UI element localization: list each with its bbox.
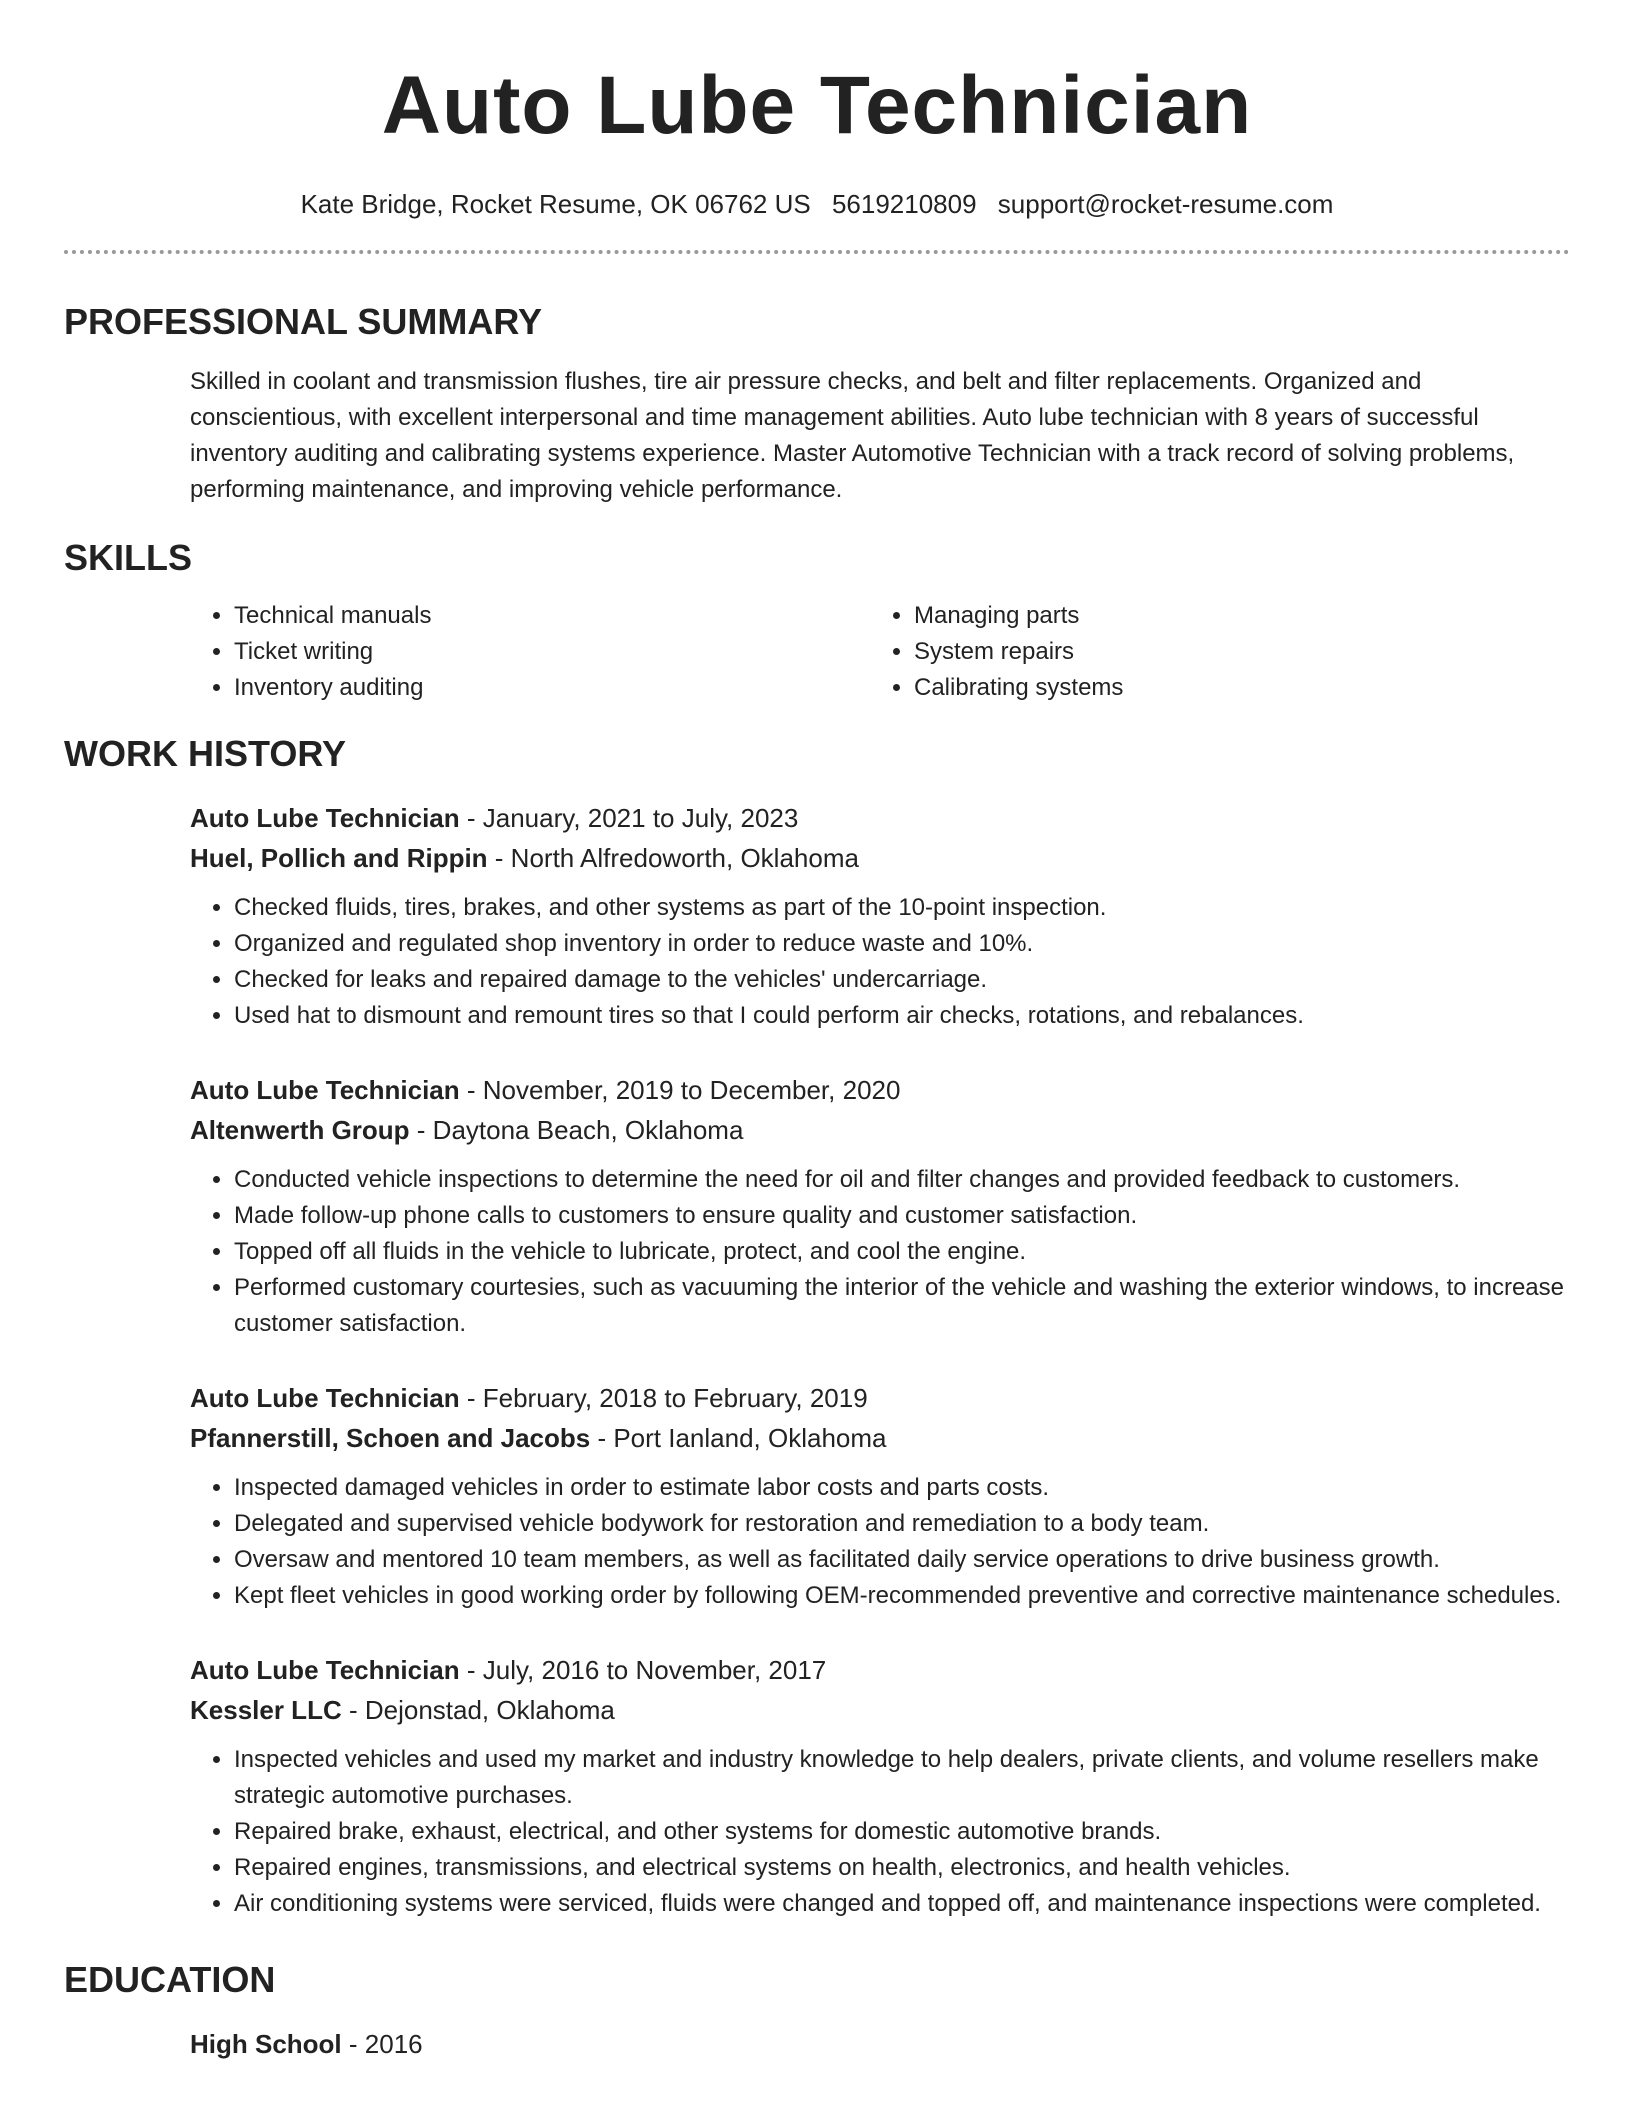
skills-list	[190, 598, 1570, 706]
skill-item: • Calibrating systems	[914, 670, 1550, 706]
contact-line	[64, 188, 1570, 220]
skills-column-right	[870, 598, 1550, 706]
job-title-line	[190, 1650, 1570, 1690]
header-divider	[64, 250, 1570, 254]
job-bullet: • Delegated and supervised vehicle bodywork for restoration and remediation to a body team.	[234, 1506, 1570, 1542]
job-bullet: • Checked fluids, tires, brakes, and other systems as part of the 10-point inspection.	[234, 890, 1570, 926]
job-bullet: • Inspected damaged vehicles in order to estimate labor costs and parts costs.	[234, 1470, 1570, 1506]
job-bullet: • Inspected vehicles and used my market and industry knowledge to help dealers, private clients, and volume resellers make strategic automotive purchases.	[234, 1742, 1570, 1814]
job-bullet: • Made follow-up phone calls to customers to ensure quality and customer satisfaction.	[234, 1198, 1570, 1234]
job-company: Kessler LLC	[190, 1695, 342, 1725]
job-bullet: • Air conditioning systems were serviced, fluids were changed and topped off, and maintenance inspections were completed.	[234, 1886, 1570, 1922]
job-company: Pfannerstill, Schoen and Jacobs	[190, 1423, 591, 1453]
job-title: Auto Lube Technician	[190, 1655, 460, 1685]
job-bullet: • Repaired engines, transmissions, and electrical systems on health, electronics, and health vehicles.	[234, 1850, 1570, 1886]
job-location: - Port Ianland, Oklahoma	[590, 1423, 887, 1453]
job-company-line	[190, 838, 1570, 878]
education-degree: High School	[190, 2029, 342, 2059]
contact-phone: 5619210809	[831, 189, 977, 219]
skills-heading: SKILLS	[64, 537, 193, 578]
job-bullet: • Checked for leaks and repaired damage to the vehicles' undercarriage.	[234, 962, 1570, 998]
summary-heading: PROFESSIONAL SUMMARY	[64, 301, 543, 342]
job-entry	[190, 798, 1570, 1034]
job-company: Altenwerth Group	[190, 1115, 410, 1145]
job-location: - Daytona Beach, Oklahoma	[409, 1115, 744, 1145]
job-entry	[190, 1378, 1570, 1614]
job-location: - Dejonstad, Oklahoma	[341, 1695, 615, 1725]
job-title-line	[190, 1378, 1570, 1418]
job-bullets	[190, 1470, 1570, 1614]
summary-text: Skilled in coolant and transmission flushes, tire air pressure checks, and belt and filter replacements. Organized and conscientious, with excellent interpersonal and time management abilities. Auto lube technician with 8 years of successful inventory auditing and calibrating systems experience. Master Automotive Technician with a track record of solving problems, performing maintenance, and improving vehicle performance.	[190, 368, 1515, 503]
job-entry	[190, 1650, 1570, 1922]
skills-column-left	[190, 598, 870, 706]
contact-address: Kate Bridge, Rocket Resume, OK 06762 US	[300, 189, 811, 219]
skill-item: • System repairs	[914, 634, 1550, 670]
skill-item: • Technical manuals	[234, 598, 870, 634]
job-bullet: • Kept fleet vehicles in good working order by following OEM-recommended preventive and corrective maintenance schedules.	[234, 1578, 1570, 1614]
skill-item: • Inventory auditing	[234, 670, 870, 706]
job-bullet: • Conducted vehicle inspections to determine the need for oil and filter changes and provided feedback to customers.	[234, 1162, 1570, 1198]
job-dates: - November, 2019 to December, 2020	[459, 1075, 901, 1105]
contact-email: support@rocket-resume.com	[997, 189, 1334, 219]
job-company: Huel, Pollich and Rippin	[190, 843, 488, 873]
job-location: - North Alfredoworth, Oklahoma	[487, 843, 859, 873]
job-bullets	[190, 1742, 1570, 1922]
job-bullet: • Organized and regulated shop inventory in order to reduce waste and 10%.	[234, 926, 1570, 962]
job-dates: - February, 2018 to February, 2019	[459, 1383, 868, 1413]
job-entry	[190, 1070, 1570, 1342]
job-bullets	[190, 890, 1570, 1034]
job-bullet: • Oversaw and mentored 10 team members, as well as facilitated daily service operations to drive business growth.	[234, 1542, 1570, 1578]
job-bullets	[190, 1162, 1570, 1342]
job-bullet: • Performed customary courtesies, such as vacuuming the interior of the vehicle and washing the exterior windows, to increase customer satisfaction.	[234, 1270, 1570, 1342]
skill-item: • Ticket writing	[234, 634, 870, 670]
job-title-line	[190, 1070, 1570, 1110]
job-company-line	[190, 1690, 1570, 1730]
skill-item: • Managing parts	[914, 598, 1550, 634]
work-history-heading: WORK HISTORY	[64, 733, 347, 774]
job-dates: - January, 2021 to July, 2023	[459, 803, 799, 833]
job-bullet: • Topped off all fluids in the vehicle to lubricate, protect, and cool the engine.	[234, 1234, 1570, 1270]
job-title: Auto Lube Technician	[190, 803, 460, 833]
education-heading: EDUCATION	[64, 1959, 276, 2000]
job-title: Auto Lube Technician	[190, 1383, 460, 1413]
job-company-line	[190, 1418, 1570, 1458]
job-bullet: • Used hat to dismount and remount tires so that I could perform air checks, rotations, and rebalances.	[234, 998, 1570, 1034]
job-company-line	[190, 1110, 1570, 1150]
resume-page	[64, 0, 1570, 2064]
job-title: Auto Lube Technician	[190, 1075, 460, 1105]
resume-title: Auto Lube Technician	[381, 60, 1253, 151]
job-dates: - July, 2016 to November, 2017	[459, 1655, 827, 1685]
job-bullet: • Repaired brake, exhaust, electrical, and other systems for domestic automotive brands.	[234, 1814, 1570, 1850]
job-title-line	[190, 798, 1570, 838]
education-entry	[190, 2024, 1570, 2064]
education-year: - 2016	[341, 2029, 423, 2059]
